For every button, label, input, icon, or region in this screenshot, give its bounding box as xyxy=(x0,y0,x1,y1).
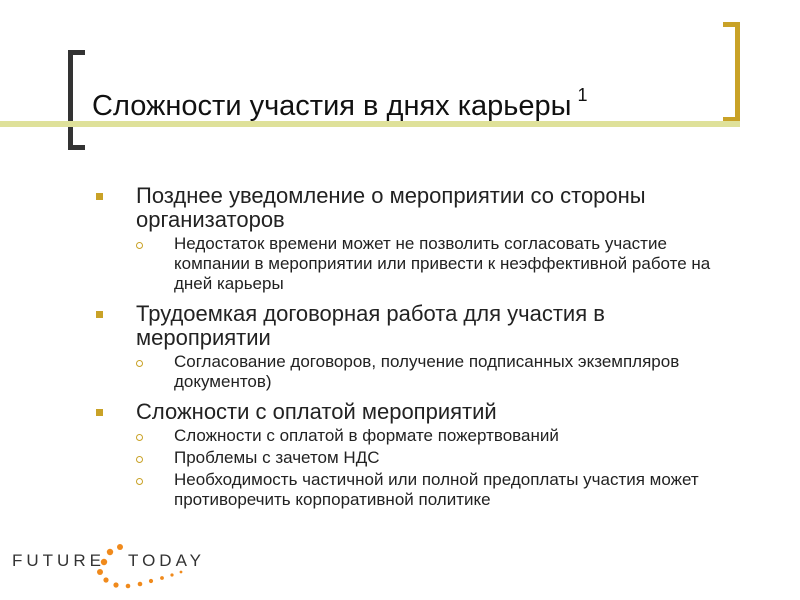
sub-bullet-item xyxy=(96,448,736,468)
bullet-item xyxy=(96,400,736,424)
logo-word-future: FUTURE xyxy=(12,551,105,570)
bullet-text: Трудоемкая договорная работа для участия в мероприятии xyxy=(136,301,605,350)
sub-bullet-item xyxy=(96,234,736,294)
slide-title xyxy=(92,85,588,123)
sub-bullet-text: Необходимость частичной или полной предоплаты участия может противоречить корпоративной политике xyxy=(174,470,699,509)
square-bullet-icon xyxy=(96,409,103,416)
footnote-marker: 1 xyxy=(577,85,588,105)
sub-bullet-text: Недостаток времени может не позволить согласовать участие компании в мероприятии или привести к неэффективной работе на дней карьеры xyxy=(174,234,711,293)
slide-title-text: Сложности участия в днях карьеры xyxy=(92,90,572,122)
sub-bullet-text: Проблемы с зачетом НДС xyxy=(174,448,380,467)
circle-bullet-icon xyxy=(136,456,143,463)
circle-bullet-icon xyxy=(136,360,143,367)
sub-bullet-item xyxy=(96,426,736,446)
square-bullet-icon xyxy=(96,193,103,200)
left-bracket-decoration xyxy=(68,50,85,150)
right-bracket-decoration xyxy=(723,22,740,122)
sub-bullet-item xyxy=(96,352,736,392)
bullet-text: Сложности с оплатой мероприятий xyxy=(136,399,497,424)
bullet-text: Позднее уведомление о мероприятии со стороны организаторов xyxy=(136,183,646,232)
future-today-logo xyxy=(12,540,205,590)
circle-bullet-icon xyxy=(136,434,143,441)
bullet-item xyxy=(96,302,736,350)
logo-word-today: TODAY xyxy=(128,551,205,570)
sub-bullet-text: Согласование договоров, получение подписанных экземпляров документов) xyxy=(174,352,680,391)
sub-bullet-text: Сложности с оплатой в формате пожертвований xyxy=(174,426,559,445)
bullet-list xyxy=(96,184,736,510)
circle-bullet-icon xyxy=(136,242,143,249)
circle-bullet-icon xyxy=(136,478,143,485)
square-bullet-icon xyxy=(96,311,103,318)
sub-bullet-item xyxy=(96,470,736,510)
bullet-item xyxy=(96,184,736,232)
